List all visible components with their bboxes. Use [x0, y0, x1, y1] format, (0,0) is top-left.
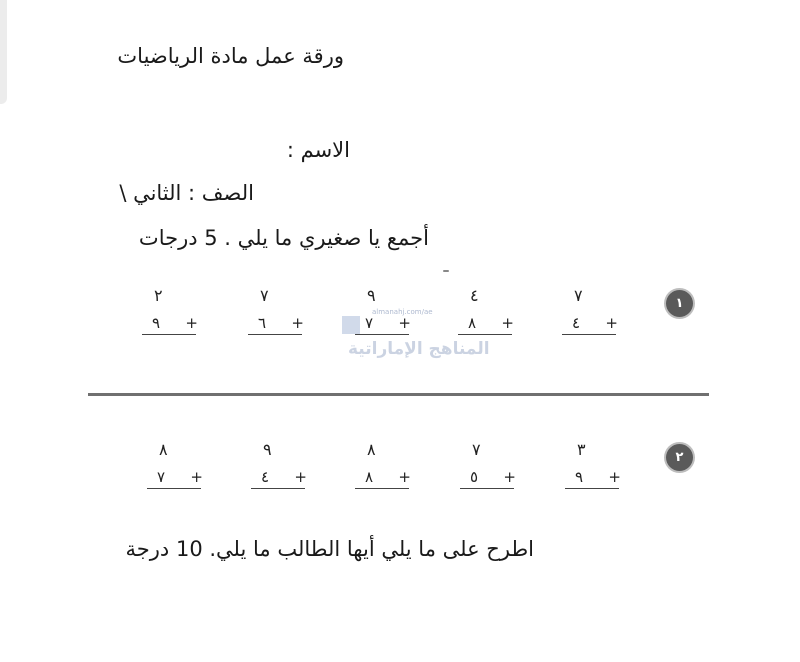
addition-instruction: أجمع يا صغيري ما يلي . 5 درجات [138, 226, 429, 250]
section-1-number-badge: ١ [666, 290, 693, 317]
side-scroll-edge [0, 0, 7, 104]
plus-sign: + [185, 314, 198, 332]
plus-sign: + [501, 314, 514, 332]
problem-top-digit: ٩ [263, 440, 272, 459]
problem-bottom-digit: ٧ [157, 468, 166, 486]
problem-top-digit: ٨ [367, 440, 376, 459]
watermark-logo-icon [342, 316, 360, 334]
problem-top-digit: ٢ [154, 286, 163, 305]
plus-sign: + [503, 468, 516, 486]
ink-speck [443, 270, 449, 272]
problem-top-digit: ٧ [574, 286, 583, 305]
section-2-number-badge: ٢ [666, 444, 693, 471]
problem-top-digit: ٣ [577, 440, 586, 459]
grade-label: الصف : الثاني \ [119, 181, 254, 205]
addition-problem [562, 286, 622, 332]
problem-top-digit: ٧ [472, 440, 481, 459]
answer-line [147, 488, 201, 489]
addition-problem [355, 440, 415, 486]
answer-line [562, 334, 616, 335]
addition-problem [248, 286, 308, 332]
answer-line [142, 334, 196, 335]
addition-problem [147, 440, 207, 486]
name-label: الاسم : [286, 138, 350, 162]
addition-problem [565, 440, 625, 486]
answer-line [355, 488, 409, 489]
answer-line [248, 334, 302, 335]
plus-sign: + [294, 468, 307, 486]
problem-bottom-digit: ٤ [572, 314, 581, 332]
problem-bottom-digit: ٦ [258, 314, 267, 332]
worksheet-title: ورقة عمل مادة الرياضيات [117, 44, 344, 68]
problem-bottom-digit: ٧ [365, 314, 374, 332]
problem-bottom-digit: ٨ [365, 468, 374, 486]
answer-line [460, 488, 514, 489]
addition-problem [458, 286, 518, 332]
answer-line [565, 488, 619, 489]
problem-top-digit: ٨ [159, 440, 168, 459]
plus-sign: + [190, 468, 203, 486]
problem-bottom-digit: ٨ [468, 314, 477, 332]
plus-sign: + [608, 468, 621, 486]
addition-problem [251, 440, 311, 486]
addition-problem [460, 440, 520, 486]
subtraction-instruction: اطرح على ما يلي أيها الطالب ما يلي. 10 درجة [125, 537, 534, 561]
plus-sign: + [398, 314, 411, 332]
problem-bottom-digit: ٥ [470, 468, 479, 486]
problem-top-digit: ٩ [367, 286, 376, 305]
watermark-url: almanahj.com/ae [372, 308, 433, 316]
problem-bottom-digit: ٩ [575, 468, 584, 486]
plus-sign: + [605, 314, 618, 332]
addition-problem [142, 286, 202, 332]
watermark-text: المناهج الإماراتية [348, 339, 490, 359]
problem-top-digit: ٧ [260, 286, 269, 305]
plus-sign: + [291, 314, 304, 332]
plus-sign: + [398, 468, 411, 486]
answer-line [458, 334, 512, 335]
section-divider [88, 393, 709, 396]
problem-top-digit: ٤ [470, 286, 479, 305]
answer-line [355, 334, 409, 335]
problem-bottom-digit: ٩ [152, 314, 161, 332]
problem-bottom-digit: ٤ [261, 468, 270, 486]
answer-line [251, 488, 305, 489]
